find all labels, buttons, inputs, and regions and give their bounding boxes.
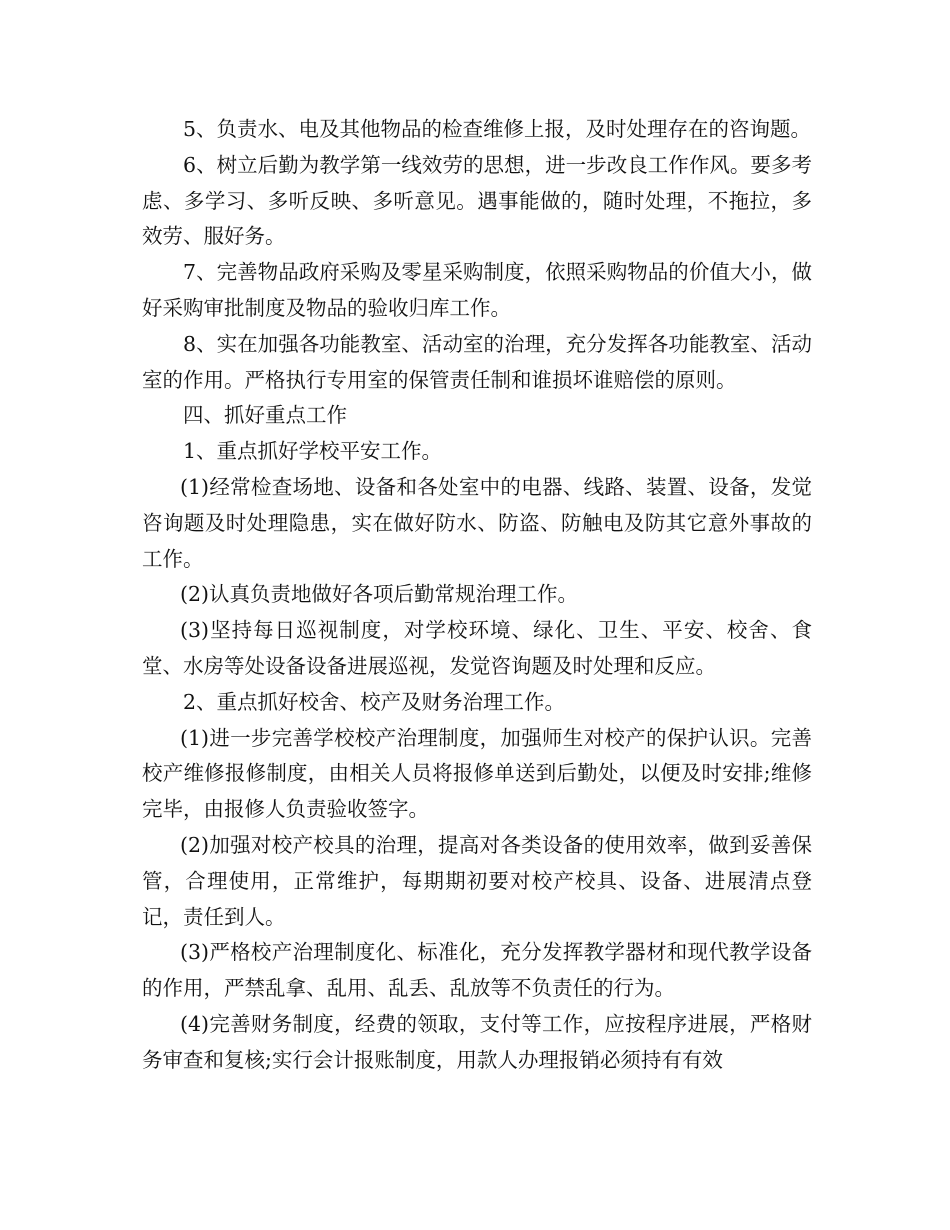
sub-item-2-2: (2)加强对校产校具的治理，提高对各类设备的使用效率，做到妥善保管，合理使用，正常维护，每期期初要对校产校具、设备、进展清点登记，责任到人。 bbox=[142, 832, 812, 929]
sub-item-2-4: (4)完善财务制度，经费的领取，支付等工作，应按程序进展，严格财务审查和复核;实行会计报账制度，用款人办理报销必须持有有效 bbox=[142, 1011, 812, 1072]
subsection-heading-1: 1、重点抓好学校平安工作。 bbox=[183, 439, 443, 464]
paragraph-item-7: 7、完善物品政府采购及零星采购制度，依照采购物品的价值大小，做好采购审批制度及物品的验收归库工作。 bbox=[142, 260, 812, 320]
paragraph-item-8: 8、实在加强各功能教室、活动室的治理，充分发挥各功能教室、活动室的作用。严格执行专用室的保管责任制和谁损坏谁赔偿的原则。 bbox=[142, 331, 812, 392]
subsection-heading-2: 2、重点抓好校舍、校产及财务治理工作。 bbox=[183, 689, 566, 714]
paragraph-item-6: 6、树立后勤为教学第一线效劳的思想，进一步改良工作作风。要多考虑、多学习、多听反映、多听意见。遇事能做的，随时处理，不拖拉，多效劳、服好务。 bbox=[142, 152, 812, 249]
sub-item-1-2: (2)认真负责地做好各项后勤常规治理工作。 bbox=[180, 582, 579, 607]
section-heading-4: 四、抓好重点工作 bbox=[183, 403, 347, 428]
sub-item-1-1: (1)经常检查场地、设备和各处室中的电器、线路、装置、设备，发觉咨询题及时处理隐患，实在做好防水、防盗、防触电及防其它意外事故的工作。 bbox=[142, 474, 812, 571]
paragraph-item-5: 5、负责水、电及其他物品的检查维修上报，及时处理存在的咨询题。 bbox=[183, 117, 812, 141]
sub-item-1-3: (3)坚持每日巡视制度，对学校环境、绿化、卫生、平安、校舍、食堂、水房等处设备设备进展巡视，发觉咨询题及时处理和反应。 bbox=[142, 618, 812, 678]
sub-item-2-1: (1)进一步完善学校校产治理制度，加强师生对校产的保护认识。完善校产维修报修制度，由相关人员将报修单送到后勤处，以便及时安排;维修完毕，由报修人负责验收签字。 bbox=[142, 725, 812, 822]
sub-item-2-3: (3)严格校产治理制度化、标准化，充分发挥教学器材和现代教学设备的作用，严禁乱拿、乱用、乱丢、乱放等不负责任的行为。 bbox=[142, 940, 812, 1001]
document-page bbox=[142, 112, 812, 1079]
